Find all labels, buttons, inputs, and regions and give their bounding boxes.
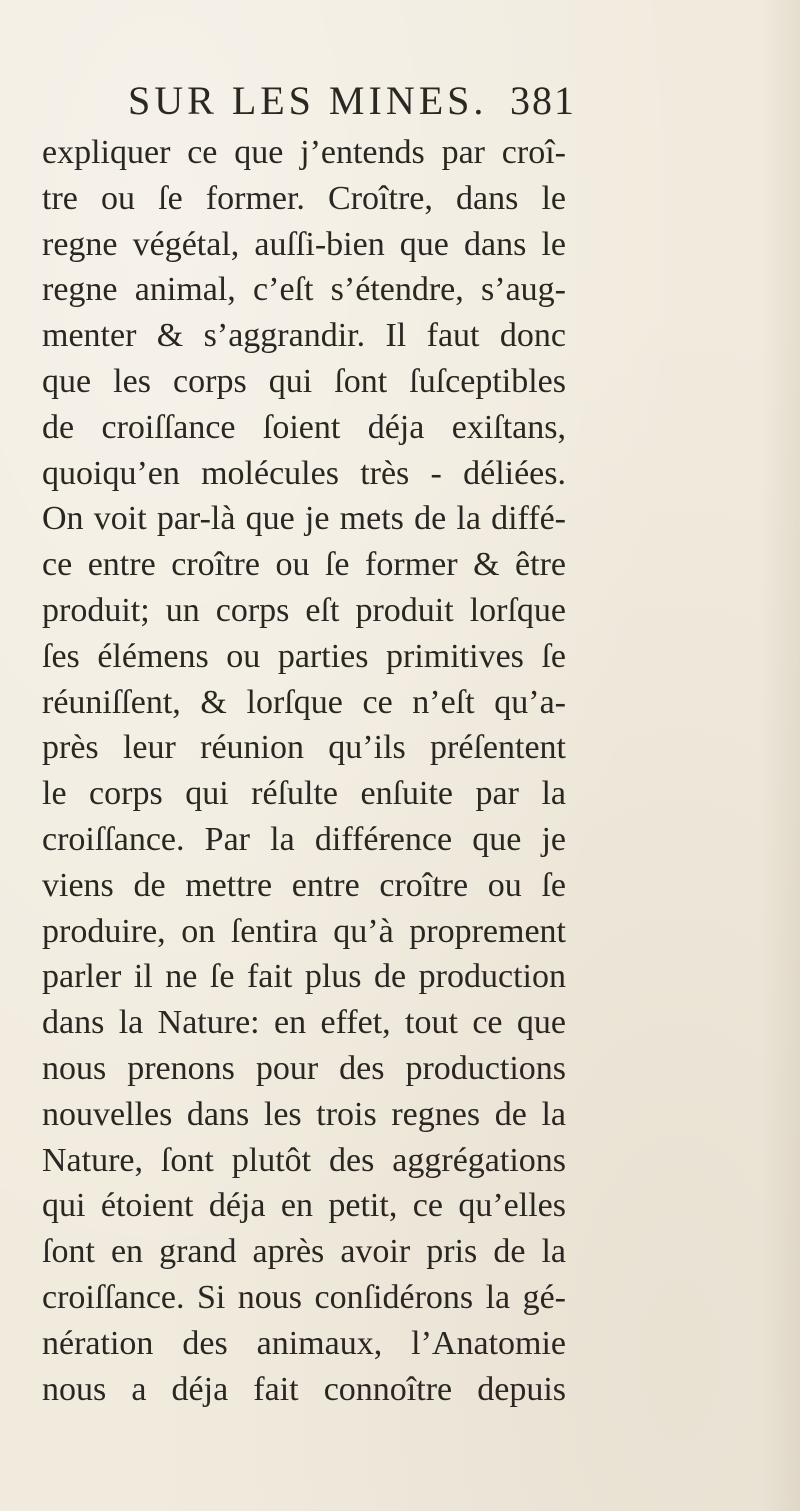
text-line: ſes élémens ou parties primitives ſe: [42, 637, 566, 675]
text-line: parler il ne ſe fait plus de production: [42, 958, 566, 996]
text-line: ce entre croître ou ſe former & être: [42, 546, 566, 584]
text-line: Nature, ſont plutôt des aggrégations: [42, 1141, 566, 1179]
page-number: 381: [510, 78, 576, 123]
text-line: produire, on ſentira qu’à proprement: [42, 912, 566, 950]
running-title: SUR LES MINES.: [128, 78, 488, 123]
text-line: viens de mettre entre croître ou ſe: [42, 866, 566, 904]
text-line: quoiqu’en molécules très - déliées.: [42, 454, 566, 492]
text-line: nous a déja fait connoître depuis: [42, 1370, 566, 1408]
text-line: produit; un corps eſt produit lorſque: [42, 591, 566, 629]
text-line: croiſſance. Par la différence que je: [42, 820, 566, 858]
text-line: croiſſance. Si nous conſidérons la gé-: [42, 1278, 566, 1316]
text-line: tre ou ſe former. Croître, dans le: [42, 179, 566, 217]
text-line: nous prenons pour des productions: [42, 1049, 566, 1087]
text-line: menter & s’aggrandir. Il faut donc: [42, 317, 566, 355]
text-line: expliquer ce que j’entends par croî-: [42, 134, 566, 171]
text-line: regne animal, c’eſt s’étendre, s’aug-: [42, 271, 566, 309]
running-head: [128, 78, 576, 124]
text-line: On voit par-là que je mets de la diffé-: [42, 500, 566, 538]
text-line: près leur réunion qu’ils préſentent: [42, 729, 566, 767]
body-text: [42, 130, 566, 1412]
text-line: nération des animaux, l’Anatomie: [42, 1324, 566, 1362]
text-line: ſont en grand après avoir pris de la: [42, 1233, 566, 1271]
text-line: regne végétal, auſſi-bien que dans le: [42, 225, 566, 263]
page-edge-shadow: [760, 0, 800, 1511]
text-line: qui étoient déja en petit, ce qu’elles: [42, 1187, 566, 1225]
text-line: que les corps qui ſont ſuſceptibles: [42, 362, 566, 400]
text-line: le corps qui réſulte enſuite par la: [42, 775, 566, 813]
text-line: de croiſſance ſoient déja exiſtans,: [42, 408, 566, 446]
text-line: réuniſſent, & lorſque ce n’eſt qu’a-: [42, 683, 566, 721]
text-line: dans la Nature: en effet, tout ce que: [42, 1004, 566, 1042]
text-line: nouvelles dans les trois regnes de la: [42, 1095, 566, 1133]
